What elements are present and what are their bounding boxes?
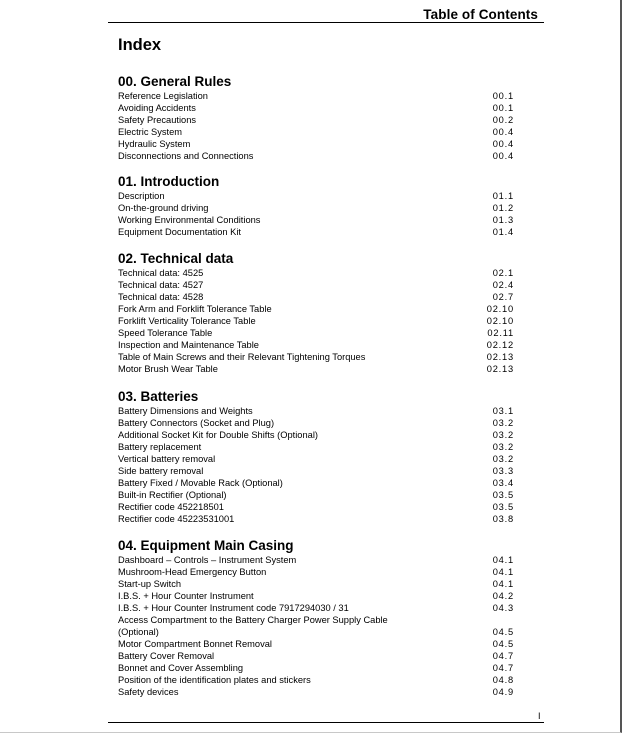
section-heading: 02. Technical data — [118, 251, 234, 266]
index-title: Index — [118, 36, 162, 54]
entry-page-number: 03.2 — [492, 442, 514, 452]
toc-entry[interactable] — [118, 351, 514, 363]
entry-title: Equipment Documentation Kit — [118, 227, 241, 237]
entry-page-number: 00.1 — [492, 103, 514, 113]
entry-title: I.B.S. + Hour Counter Instrument code 7917294030 / 31 — [118, 603, 349, 613]
entry-page-number: 01.3 — [492, 215, 514, 225]
toc-entry[interactable] — [118, 202, 514, 214]
entry-title: Forklift Verticality Tolerance Table — [118, 316, 256, 326]
entry-page-number: 04.5 — [492, 627, 514, 637]
section-general-rules — [118, 74, 514, 162]
entry-page-number: 04.7 — [492, 663, 514, 673]
entry-title: Mushroom-Head Emergency Button — [118, 567, 267, 577]
entry-title: Fork Arm and Forklift Tolerance Table — [118, 304, 272, 314]
entry-title: Side battery removal — [118, 466, 204, 476]
entry-page-number: 01.2 — [492, 203, 514, 213]
entry-title: Hydraulic System — [118, 139, 191, 149]
toc-entry[interactable] — [118, 429, 514, 441]
toc-entry[interactable] — [118, 489, 514, 501]
entry-page-number: 04.8 — [492, 675, 514, 685]
toc-entry[interactable] — [118, 614, 514, 638]
toc-entry[interactable] — [118, 138, 514, 150]
entry-title: Avoiding Accidents — [118, 103, 196, 113]
entry-title: Battery Dimensions and Weights — [118, 406, 253, 416]
entry-title: Safety devices — [118, 687, 179, 697]
entry-title: Battery replacement — [118, 442, 202, 452]
entry-title: Description — [118, 191, 165, 201]
entry-title: Working Environmental Conditions — [118, 215, 261, 225]
entry-page-number: 04.3 — [492, 603, 514, 613]
entry-title: Vertical battery removal — [118, 454, 216, 464]
toc-entry[interactable] — [118, 327, 514, 339]
entry-page-number: 01.1 — [492, 191, 514, 201]
entry-title: On-the-ground driving — [118, 203, 209, 213]
entry-title: Battery Connectors (Socket and Plug) — [118, 418, 275, 428]
footer-rule — [108, 722, 544, 723]
page-number: I — [538, 711, 541, 721]
entry-page-number: 04.1 — [492, 579, 514, 589]
entry-page-number: 00.1 — [492, 91, 514, 101]
entry-page-number: 01.4 — [492, 227, 514, 237]
entry-page-number: 03.5 — [492, 490, 514, 500]
entry-page-number: 02.1 — [492, 268, 514, 278]
toc-entry[interactable] — [118, 190, 514, 202]
entry-page-number: 00.4 — [492, 139, 514, 149]
toc-entry[interactable] — [118, 417, 514, 429]
toc-entry[interactable] — [118, 662, 514, 674]
section-heading: 01. Introduction — [118, 174, 220, 189]
entry-title: Technical data: 4525 — [118, 268, 204, 278]
entry-title: Position of the identification plates and stickers — [118, 675, 311, 685]
toc-entry[interactable] — [118, 405, 514, 417]
toc-entry[interactable] — [118, 267, 514, 279]
entry-title: Disconnections and Connections — [118, 151, 254, 161]
entry-page-number: 02.13 — [486, 364, 514, 374]
toc-entry[interactable] — [118, 90, 514, 102]
entry-title: Technical data: 4527 — [118, 280, 204, 290]
entry-page-number: 03.3 — [492, 466, 514, 476]
entry-page-number: 04.1 — [492, 567, 514, 577]
entry-title: Additional Socket Kit for Double Shifts (Optional) — [118, 430, 318, 440]
entry-page-number: 00.4 — [492, 151, 514, 161]
entry-title: Access Compartment to the Battery Charger Power Supply Cable (Optional) — [118, 615, 388, 637]
toc-entry[interactable] — [118, 650, 514, 662]
toc-entry[interactable] — [118, 291, 514, 303]
toc-entry[interactable] — [118, 303, 514, 315]
entry-title: Dashboard – Controls – Instrument System — [118, 555, 297, 565]
toc-entry[interactable] — [118, 590, 514, 602]
entry-page-number: 03.2 — [492, 430, 514, 440]
toc-entry[interactable] — [118, 114, 514, 126]
toc-entry[interactable] — [118, 363, 514, 375]
entry-page-number: 02.7 — [492, 292, 514, 302]
toc-entry[interactable] — [118, 339, 514, 351]
entry-page-number: 03.8 — [492, 514, 514, 524]
entry-page-number: 04.7 — [492, 651, 514, 661]
entry-title: Start-up Switch — [118, 579, 182, 589]
toc-entry[interactable] — [118, 453, 514, 465]
entry-title: Rectifier code 452218501 — [118, 502, 224, 512]
toc-entry[interactable] — [118, 315, 514, 327]
entry-page-number: 04.2 — [492, 591, 514, 601]
toc-entry[interactable] — [118, 477, 514, 489]
entry-page-number: 04.9 — [492, 687, 514, 697]
toc-entry[interactable] — [118, 602, 514, 614]
entry-title: Motor Brush Wear Table — [118, 364, 218, 374]
section-introduction — [118, 174, 514, 238]
entry-title: Built-in Rectifier (Optional) — [118, 490, 227, 500]
toc-entry[interactable] — [118, 465, 514, 477]
header-title: Table of Contents — [423, 7, 538, 22]
header-rule — [108, 22, 544, 23]
toc-entry[interactable] — [118, 638, 514, 650]
entry-title: Reference Legislation — [118, 91, 208, 101]
toc-entry[interactable] — [118, 102, 514, 114]
entry-page-number: 02.4 — [492, 280, 514, 290]
entry-title: Rectifier code 45223531001 — [118, 514, 235, 524]
toc-entry[interactable] — [118, 554, 514, 566]
entry-title: Bonnet and Cover Assembling — [118, 663, 244, 673]
entry-title: Speed Tolerance Table — [118, 328, 213, 338]
section-batteries — [118, 389, 514, 525]
section-heading: 03. Batteries — [118, 389, 199, 404]
entry-page-number: 02.12 — [486, 340, 514, 350]
entry-title: Technical data: 4528 — [118, 292, 204, 302]
toc-entry[interactable] — [118, 150, 514, 162]
entry-title: Safety Precautions — [118, 115, 197, 125]
entry-title: Motor Compartment Bonnet Removal — [118, 639, 272, 649]
entry-page-number: 03.5 — [492, 502, 514, 512]
entry-page-number: 03.4 — [492, 478, 514, 488]
entry-title: I.B.S. + Hour Counter Instrument — [118, 591, 254, 601]
toc-entry[interactable] — [118, 214, 514, 226]
entry-page-number: 02.10 — [486, 316, 514, 326]
section-heading: 04. Equipment Main Casing — [118, 538, 294, 553]
toc-entry[interactable] — [118, 441, 514, 453]
entry-page-number: 03.1 — [492, 406, 514, 416]
section-technical-data — [118, 251, 514, 375]
entry-page-number: 00.2 — [492, 115, 514, 125]
entry-page-number: 02.13 — [486, 352, 514, 362]
toc-entry[interactable] — [118, 226, 514, 238]
entry-title: Electric System — [118, 127, 183, 137]
toc-entry[interactable] — [118, 566, 514, 578]
toc-entry[interactable] — [118, 279, 514, 291]
toc-entry[interactable] — [118, 578, 514, 590]
entry-page-number: 02.10 — [486, 304, 514, 314]
entry-title: Inspection and Maintenance Table — [118, 340, 259, 350]
section-heading: 00. General Rules — [118, 74, 232, 89]
toc-entry[interactable] — [118, 501, 514, 513]
entry-page-number: 03.2 — [492, 418, 514, 428]
toc-entry[interactable] — [118, 686, 514, 698]
entry-title: Table of Main Screws and their Relevant Tightening Torques — [118, 352, 366, 362]
section-equipment-main-casing — [118, 538, 514, 698]
entry-page-number: 04.1 — [492, 555, 514, 565]
entry-page-number: 04.5 — [492, 639, 514, 649]
entry-title: Battery Fixed / Movable Rack (Optional) — [118, 478, 283, 488]
toc-entry[interactable] — [118, 674, 514, 686]
entry-page-number: 03.2 — [492, 454, 514, 464]
toc-entry[interactable] — [118, 513, 514, 525]
entry-page-number: 00.4 — [492, 127, 514, 137]
entry-title: Battery Cover Removal — [118, 651, 215, 661]
entry-page-number: 02.11 — [487, 328, 514, 338]
toc-entry[interactable] — [118, 126, 514, 138]
